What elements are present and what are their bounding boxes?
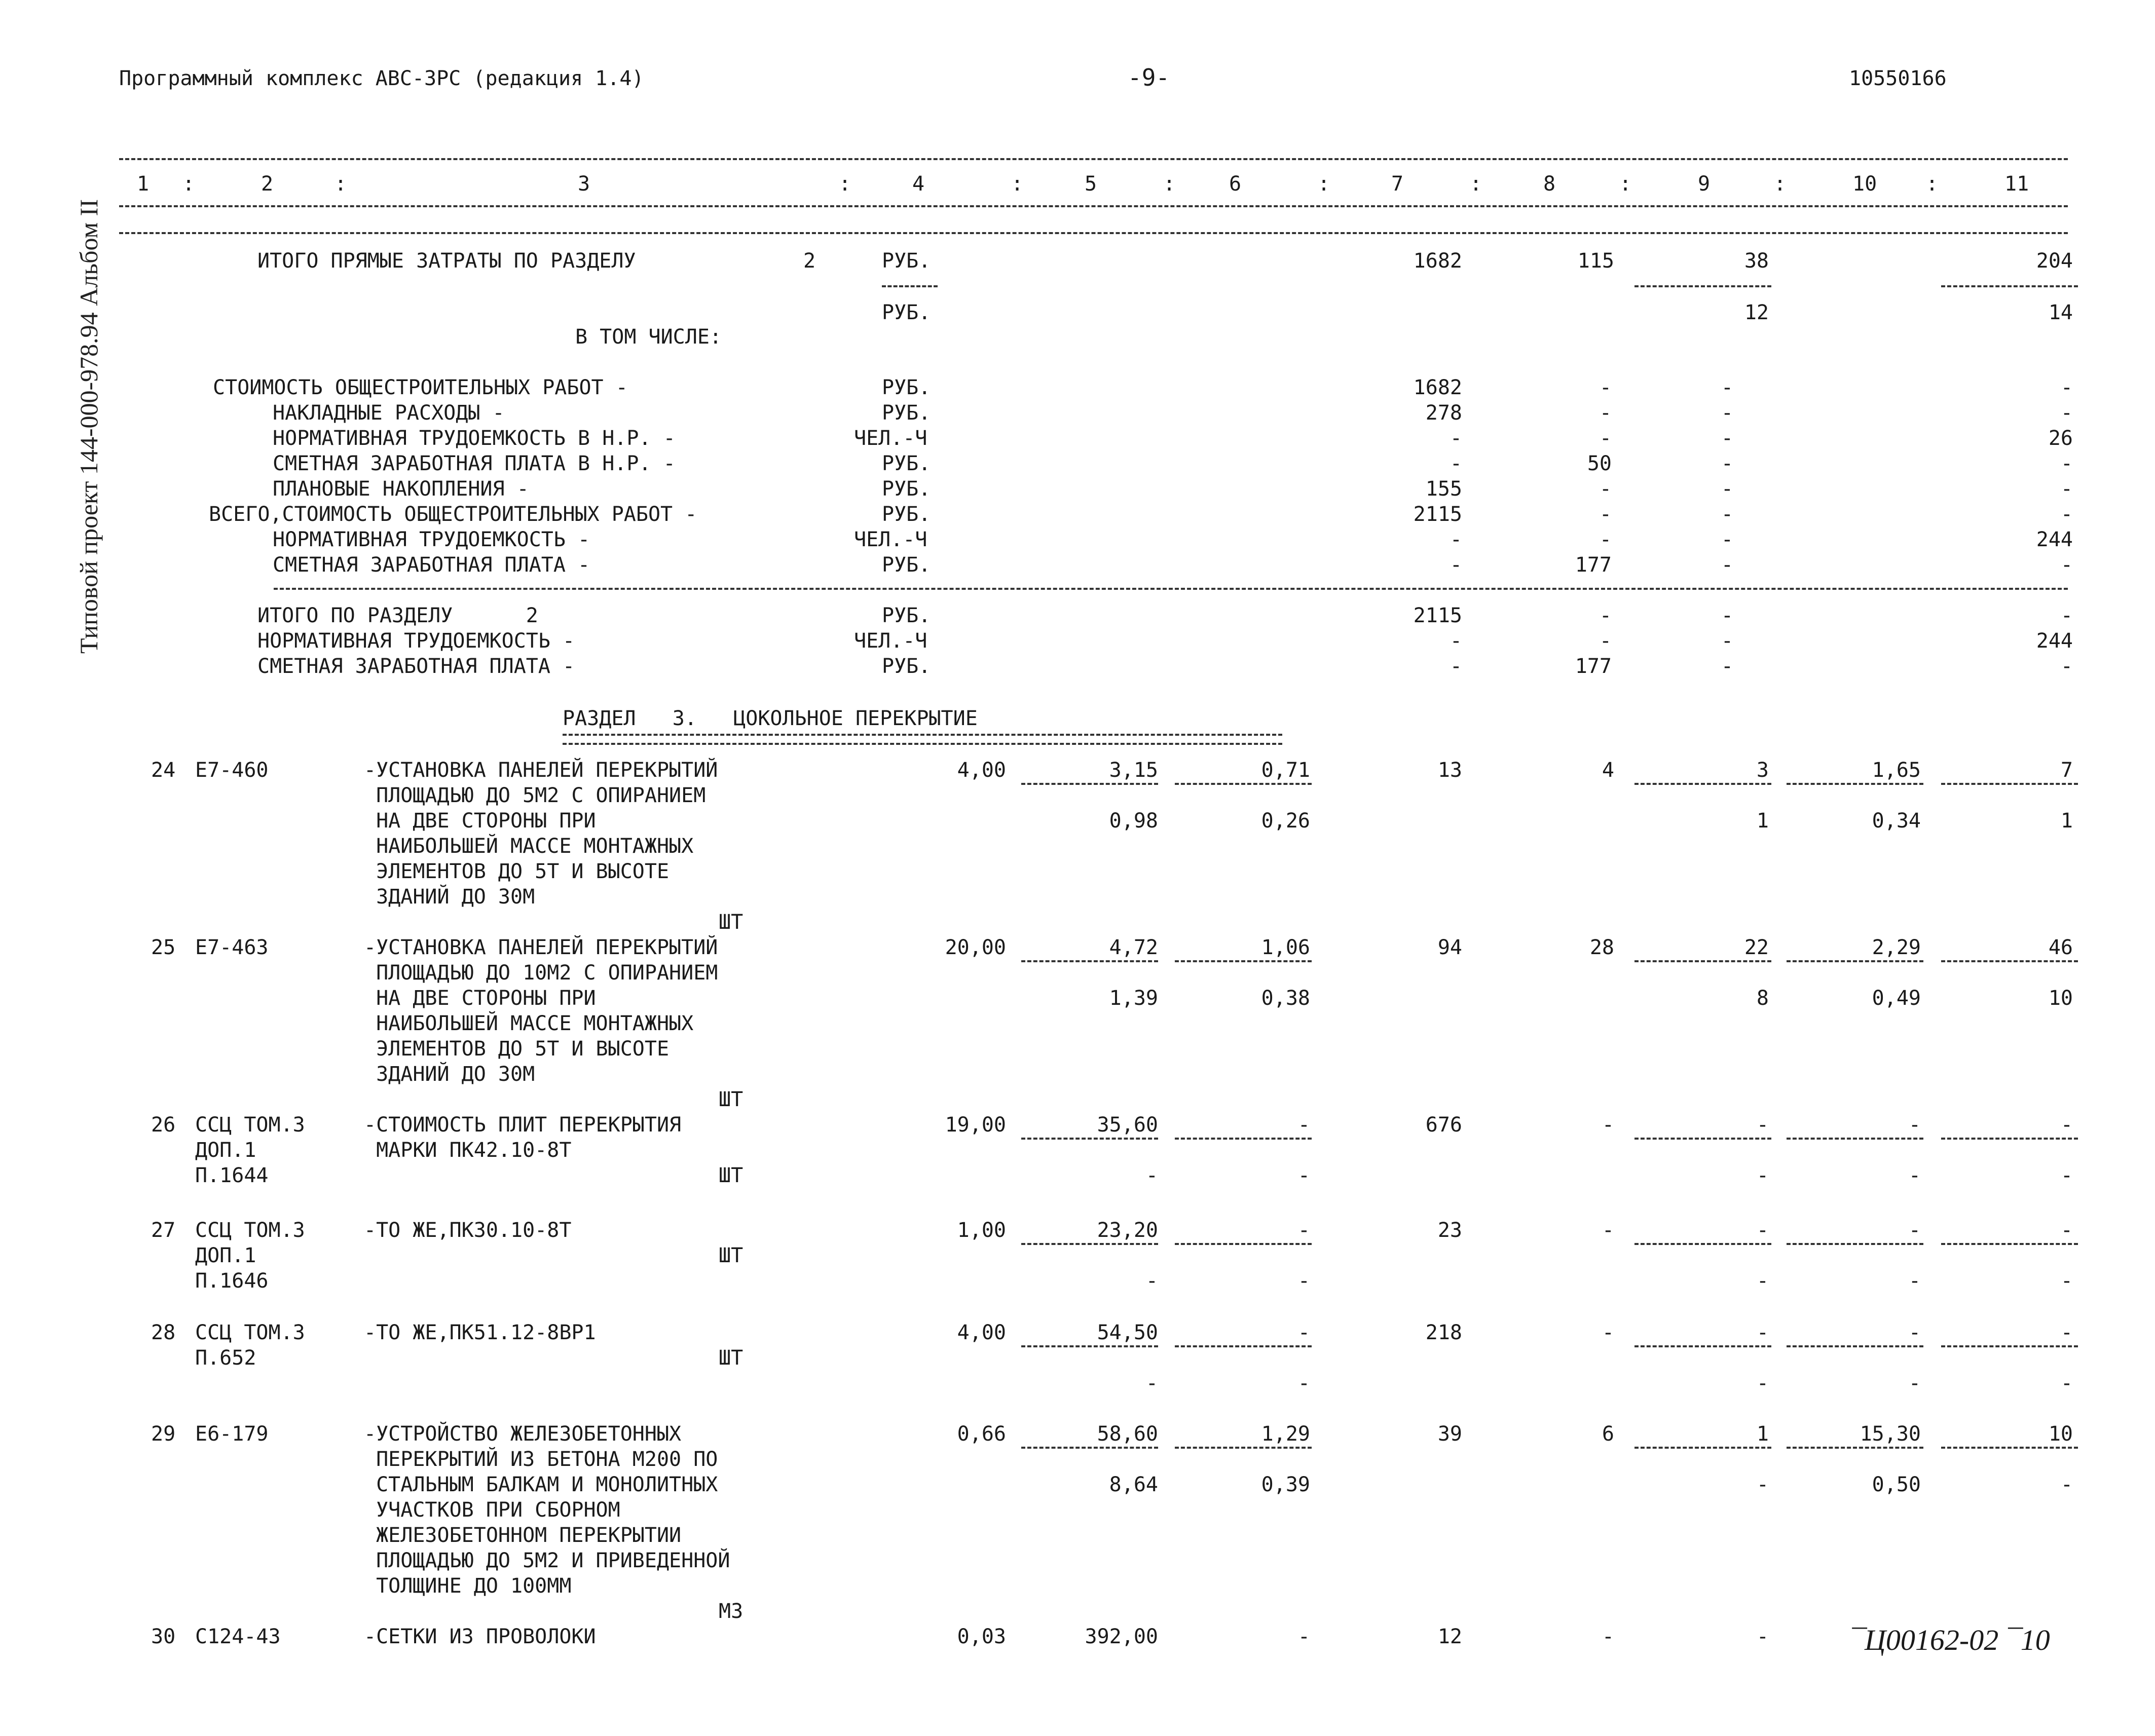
item-number: 30 [151,1625,176,1648]
value-c7: 13 [1437,759,1462,782]
value-c5-lower: 0,98 [1109,809,1158,833]
breakdown-labor: - [2060,553,2073,577]
value-c4: 4,00 [957,1321,1006,1344]
unit-label: ШТ [719,1346,744,1370]
value-c6-lower: 0,26 [1261,809,1310,833]
breakdown-label: НОРМАТИВНАЯ ТРУДОЕМКОСТЬ - [273,528,590,551]
item-description: ПЛОЩАДЬЮ ДО 10М2 С ОПИРАНИЕМ [364,961,718,985]
value-c10: - [1908,1219,1921,1242]
section-total-labor: - [2060,604,2073,627]
value-c9: - [1756,1625,1769,1648]
value-c11: 10 [2048,1422,2073,1446]
item-description: ЗДАНИЙ ДО 30М [364,885,535,909]
item-code: Е7-463 [195,936,269,959]
item-description: НА ДВЕ СТОРОНЫ ПРИ [364,809,596,833]
value-c5-lower: 1,39 [1109,987,1158,1010]
value-c5: 3,15 [1109,759,1158,782]
unit-label: ШТ [719,1164,744,1187]
item-description: НА ДВЕ СТОРОНЫ ПРИ [364,987,596,1010]
value-c8: 28 [1589,936,1614,959]
fraction-bar [1787,1447,1923,1449]
breakdown-machine: - [1721,528,1733,551]
value-c4: 1,00 [957,1219,1006,1242]
value-c10-lower: 0,34 [1872,809,1921,833]
fraction-bar [1175,1345,1312,1347]
fraction-bar [1941,1447,2078,1449]
value-c8: - [1602,1113,1614,1137]
item-description: ЗДАНИЙ ДО 30М [364,1063,535,1086]
value-c5-lower: 8,64 [1109,1473,1158,1496]
breakdown-labor: - [2060,401,2073,425]
unit-underline [882,285,938,287]
value-c11: - [2060,1219,2073,1242]
value-c6: - [1297,1113,1310,1137]
value-c8: - [1602,1625,1614,1648]
item-description: -ТО ЖЕ,ПК30.10-8Т [364,1219,572,1242]
value-c9-lower: 1 [1756,809,1769,833]
fraction-bar [1787,1345,1923,1347]
item-code: ДОП.1 [195,1244,256,1267]
value-c11-lower: - [2060,1372,2073,1395]
breakdown-cost: 1682 [1413,376,1462,399]
breakdown-wages: - [1599,376,1612,399]
value-c5: 58,60 [1097,1422,1158,1446]
column-separator: : [1318,172,1330,196]
value-c9-lower: 8 [1756,987,1769,1010]
value-c8: - [1602,1219,1614,1242]
item-code: П.1644 [195,1164,269,1187]
value-c6-lower: 0,38 [1261,987,1310,1010]
section-total-wages: - [1599,629,1612,653]
item-description: СТАЛЬНЫМ БАЛКАМ И МОНОЛИТНЫХ [364,1473,718,1496]
fraction-bar [1941,960,2078,962]
unit-label: РУБ. [882,301,931,324]
value-c11-lower: - [2060,1164,2073,1187]
column-number: 3 [578,172,590,196]
item-number: 29 [151,1422,176,1446]
value-c10: 2,29 [1872,936,1921,959]
column-number: 9 [1698,172,1711,196]
section-total-cost: - [1450,629,1462,653]
section-total-cost: 2115 [1413,604,1462,627]
value-c6-lower: 0,39 [1261,1473,1310,1496]
total-wages: 115 [1577,249,1614,273]
program-title: Программный комплекс АВС-ЗРС (редакция 1.4) [119,67,644,90]
column-separator: : [1926,172,1939,196]
fraction-bar [1175,783,1312,785]
column-separator: : [1619,172,1632,196]
section-title-underline [563,734,1282,745]
page-number: -9- [1128,64,1170,91]
column-number: 4 [912,172,925,196]
unit-label: ШТ [719,1244,744,1267]
value-c6: 1,29 [1261,1422,1310,1446]
item-description: -СЕТКИ ИЗ ПРОВОЛОКИ [364,1625,596,1648]
value-c5-lower: - [1145,1164,1158,1187]
value-c4: 4,00 [957,759,1006,782]
value-c10: 1,65 [1872,759,1921,782]
value-c5: 35,60 [1097,1113,1158,1137]
item-code: ССЦ ТОМ.3 [195,1219,305,1242]
value-c6: - [1297,1219,1310,1242]
unit-label: РУБ. [882,477,931,501]
breakdown-wages: - [1599,477,1612,501]
unit-label: ЧЕЛ.-Ч [854,629,927,653]
total-machine-labor: 14 [2048,301,2073,324]
value-c11-lower: - [2060,1473,2073,1496]
value-c5: 392,00 [1085,1625,1158,1648]
column-separator: : [1163,172,1176,196]
value-c11: 46 [2048,936,2073,959]
unit-label: ШТ [719,1088,744,1111]
value-c4: 20,00 [945,936,1006,959]
value-c10-lower: 0,50 [1872,1473,1921,1496]
side-stamp: Типовой проект 144-000-978.94 Альбом II [75,199,103,654]
breakdown-labor: - [2060,503,2073,526]
value-c9-lower: - [1756,1269,1769,1293]
breakdown-wages: 50 [1587,452,1612,475]
value-c6: 1,06 [1261,936,1310,959]
item-code: Е6-179 [195,1422,269,1446]
value-c10-lower: - [1908,1164,1921,1187]
breakdown-label: НАКЛАДНЫЕ РАСХОДЫ - [273,401,505,425]
fraction-bar [1021,1345,1158,1347]
fraction-bar [1941,1138,2078,1140]
section-total-label: ИТОГО ПРЯМЫЕ ЗАТРАТЫ ПО РАЗДЕЛУ [257,249,636,273]
breakdown-labor: 244 [2036,528,2073,551]
breakdown-label: ПЛАНОВЫЕ НАКОПЛЕНИЯ - [273,477,529,501]
breakdown-machine: - [1721,401,1733,425]
unit-label: РУБ. [882,249,931,273]
value-c4: 19,00 [945,1113,1006,1137]
header-rule-bottom [119,205,2068,207]
unit-label: РУБ. [882,655,931,678]
section-total-label: НОРМАТИВНАЯ ТРУДОЕМКОСТЬ - [257,629,575,653]
item-description: НАИБОЛЬШЕЙ МАССЕ МОНТАЖНЫХ [364,835,694,858]
fraction-bar [1021,1138,1158,1140]
fraction-bar [1021,960,1158,962]
item-description: МАРКИ ПК42.10-8Т [364,1139,572,1162]
breakdown-label: СТОИМОСТЬ ОБЩЕСТРОИТЕЛЬНЫХ РАБОТ - [213,376,628,399]
column-number: 5 [1085,172,1097,196]
value-c9: - [1756,1113,1769,1137]
value-c10: 15,30 [1860,1422,1921,1446]
item-code: Е7-460 [195,759,269,782]
fraction-bar [1941,783,2078,785]
item-description: -УСТАНОВКА ПАНЕЛЕЙ ПЕРЕКРЫТИЙ [364,936,718,959]
fraction-bar [1787,1138,1923,1140]
fraction-bar [1634,783,1771,785]
breakdown-cost: 155 [1425,477,1462,501]
unit-label: РУБ. [882,376,931,399]
unit-label: ЧЕЛ.-Ч [854,528,927,551]
breakdown-labor: 26 [2048,427,2073,450]
fraction-bar [1634,285,1771,287]
fraction-bar [1634,1345,1771,1347]
value-c7: 218 [1425,1321,1462,1344]
section-total-machine: - [1721,655,1733,678]
column-separator: : [839,172,851,196]
value-c6: - [1297,1321,1310,1344]
fraction-bar [1634,960,1771,962]
value-c6-lower: - [1297,1269,1310,1293]
breakdown-labor: - [2060,452,2073,475]
fraction-bar [1634,1243,1771,1245]
value-c6-lower: - [1297,1164,1310,1187]
header-rule-under [119,232,2068,234]
item-description: ЭЛЕМЕНТОВ ДО 5Т И ВЫСОТЕ [364,860,670,883]
fraction-bar [1941,285,2078,287]
breakdown-machine: - [1721,452,1733,475]
item-number: 24 [151,759,176,782]
breakdown-cost: - [1450,553,1462,577]
unit-label: РУБ. [882,401,931,425]
section-total-wages: 177 [1575,655,1612,678]
section-total-labor: 244 [2036,629,2073,653]
value-c5-lower: - [1145,1269,1158,1293]
unit-label: ШТ [719,911,744,934]
item-code: ССЦ ТОМ.3 [195,1113,305,1137]
value-c10: - [1908,1113,1921,1137]
value-c9: 1 [1756,1422,1769,1446]
item-description: НАИБОЛЬШЕЙ МАССЕ МОНТАЖНЫХ [364,1012,694,1035]
value-c4: 0,66 [957,1422,1006,1446]
value-c5: 4,72 [1109,936,1158,959]
fraction-bar [1175,1138,1312,1140]
fraction-bar [1175,1243,1312,1245]
breakdown-wages: 177 [1575,553,1612,577]
fraction-bar [1941,1243,2078,1245]
section-total-label: ИТОГО ПО РАЗДЕЛУ 2 [257,604,538,627]
value-c7: 676 [1425,1113,1462,1137]
column-number: 11 [2004,172,2029,196]
item-description: -УСТАНОВКА ПАНЕЛЕЙ ПЕРЕКРЫТИЙ [364,759,718,782]
breakdown-cost: 2115 [1413,503,1462,526]
value-c6-lower: - [1297,1372,1310,1395]
value-c8: - [1602,1321,1614,1344]
fraction-bar [1941,1345,2078,1347]
item-description: ЖЕЛЕЗОБЕТОННОМ ПЕРЕКРЫТИИ [364,1524,682,1547]
section-total-wages: - [1599,604,1612,627]
item-number: 26 [151,1113,176,1137]
value-c9-lower: - [1756,1164,1769,1187]
item-description: ТОЛЩИНЕ ДО 100ММ [364,1574,572,1598]
value-c9: 22 [1744,936,1769,959]
value-c6: - [1297,1625,1310,1648]
fraction-bar [1787,960,1923,962]
column-separator: : [1011,172,1024,196]
value-c8: 6 [1602,1422,1614,1446]
value-c11-lower: 1 [2060,809,2073,833]
value-c6: 0,71 [1261,759,1310,782]
including-label: В ТОМ ЧИСЛЕ: [575,325,722,349]
subtotal-rule [274,588,2068,590]
item-number: 27 [151,1219,176,1242]
item-code: П.1646 [195,1269,269,1293]
fraction-bar [1787,783,1923,785]
breakdown-labor: - [2060,477,2073,501]
unit-label: РУБ. [882,452,931,475]
section-title: РАЗДЕЛ 3. ЦОКОЛЬНОЕ ПЕРЕКРЫТИЕ [563,707,978,730]
value-c11: - [2060,1113,2073,1137]
value-c7: 12 [1437,1625,1462,1648]
fraction-bar [1634,1447,1771,1449]
item-description: -УСТРОЙСТВО ЖЕЛЕЗОБЕТОННЫХ [364,1422,682,1446]
breakdown-label: СМЕТНАЯ ЗАРАБОТНАЯ ПЛАТА - [273,553,590,577]
breakdown-machine: - [1721,477,1733,501]
breakdown-machine: - [1721,427,1733,450]
value-c7: 94 [1437,936,1462,959]
column-separator: : [335,172,347,196]
item-code: С124-43 [195,1625,281,1648]
fraction-bar [1021,1243,1158,1245]
column-number: 8 [1543,172,1556,196]
column-separator: : [1470,172,1482,196]
unit-label: РУБ. [882,553,931,577]
value-c11-lower: - [2060,1269,2073,1293]
total-labor: 204 [2036,249,2073,273]
item-description: -ТО ЖЕ,ПК51.12-8ВР1 [364,1321,596,1344]
value-c5: 54,50 [1097,1321,1158,1344]
value-c10-lower: 0,49 [1872,987,1921,1010]
unit-label: ЧЕЛ.-Ч [854,427,927,450]
fraction-bar [1175,1447,1312,1449]
item-description: УЧАСТКОВ ПРИ СБОРНОМ [364,1498,620,1522]
column-number: 2 [261,172,274,196]
value-c11: - [2060,1321,2073,1344]
value-c11-lower: 10 [2048,987,2073,1010]
value-c8: 4 [1602,759,1614,782]
section-total-labor: - [2060,655,2073,678]
total-machine-cost: 38 [1744,249,1769,273]
column-separator: : [1774,172,1787,196]
value-c5-lower: - [1145,1372,1158,1395]
column-number: 7 [1391,172,1404,196]
item-description: ПЛОЩАДЬЮ ДО 5М2 И ПРИВЕДЕННОЙ [364,1549,730,1572]
section-total-machine: - [1721,604,1733,627]
value-c11: 7 [2060,759,2073,782]
breakdown-machine: - [1721,553,1733,577]
breakdown-wages: - [1599,503,1612,526]
section-total-machine: - [1721,629,1733,653]
item-number: 25 [151,936,176,959]
value-c10-lower: - [1908,1269,1921,1293]
column-number: 10 [1852,172,1877,196]
item-description: ПЕРЕКРЫТИЙ ИЗ БЕТОНА М200 ПО [364,1448,718,1471]
breakdown-labor: - [2060,376,2073,399]
sheet-stamp: ¯Ц00162-02 ¯10 [1850,1624,2050,1656]
column-number: 6 [1229,172,1242,196]
breakdown-wages: - [1599,528,1612,551]
unit-label: РУБ. [882,503,931,526]
breakdown-wages: - [1599,427,1612,450]
breakdown-cost: - [1450,452,1462,475]
value-c9: - [1756,1321,1769,1344]
item-description: -СТОИМОСТЬ ПЛИТ ПЕРЕКРЫТИЯ [364,1113,682,1137]
header-rule-top [119,158,2068,160]
unit-label: М3 [719,1600,744,1623]
fraction-bar [1787,1243,1923,1245]
fraction-bar [1175,960,1312,962]
breakdown-machine: - [1721,376,1733,399]
value-c9-lower: - [1756,1473,1769,1496]
breakdown-label: НОРМАТИВНАЯ ТРУДОЕМКОСТЬ В Н.Р. - [273,427,676,450]
unit-label: РУБ. [882,604,931,627]
section-number: 2 [803,249,816,273]
fraction-bar [1021,783,1158,785]
value-c5: 23,20 [1097,1219,1158,1242]
total-machine-wages: 12 [1744,301,1769,324]
value-c7: 39 [1437,1422,1462,1446]
fraction-bar [1021,1447,1158,1449]
section-total-label: СМЕТНАЯ ЗАРАБОТНАЯ ПЛАТА - [257,655,575,678]
value-c10-lower: - [1908,1372,1921,1395]
breakdown-label: ВСЕГО,СТОИМОСТЬ ОБЩЕСТРОИТЕЛЬНЫХ РАБОТ - [209,503,697,526]
value-c4: 0,03 [957,1625,1006,1648]
item-code: П.652 [195,1346,256,1370]
value-c7: 23 [1437,1219,1462,1242]
fraction-bar [1634,1138,1771,1140]
item-code: ССЦ ТОМ.3 [195,1321,305,1344]
column-separator: : [182,172,195,196]
breakdown-wages: - [1599,401,1612,425]
section-total-cost: - [1450,655,1462,678]
column-number: 1 [137,172,150,196]
breakdown-machine: - [1721,503,1733,526]
item-number: 28 [151,1321,176,1344]
breakdown-cost: 278 [1425,401,1462,425]
value-c9: - [1756,1219,1769,1242]
breakdown-cost: - [1450,528,1462,551]
document-number: 10550166 [1849,67,1947,90]
breakdown-cost: - [1450,427,1462,450]
total-cost: 1682 [1413,249,1462,273]
value-c10: - [1908,1321,1921,1344]
item-description: ЭЛЕМЕНТОВ ДО 5Т И ВЫСОТЕ [364,1037,670,1061]
value-c9-lower: - [1756,1372,1769,1395]
breakdown-label: СМЕТНАЯ ЗАРАБОТНАЯ ПЛАТА В Н.Р. - [273,452,676,475]
item-code: ДОП.1 [195,1139,256,1162]
item-description: ПЛОЩАДЬЮ ДО 5М2 С ОПИРАНИЕМ [364,784,706,807]
value-c9: 3 [1756,759,1769,782]
